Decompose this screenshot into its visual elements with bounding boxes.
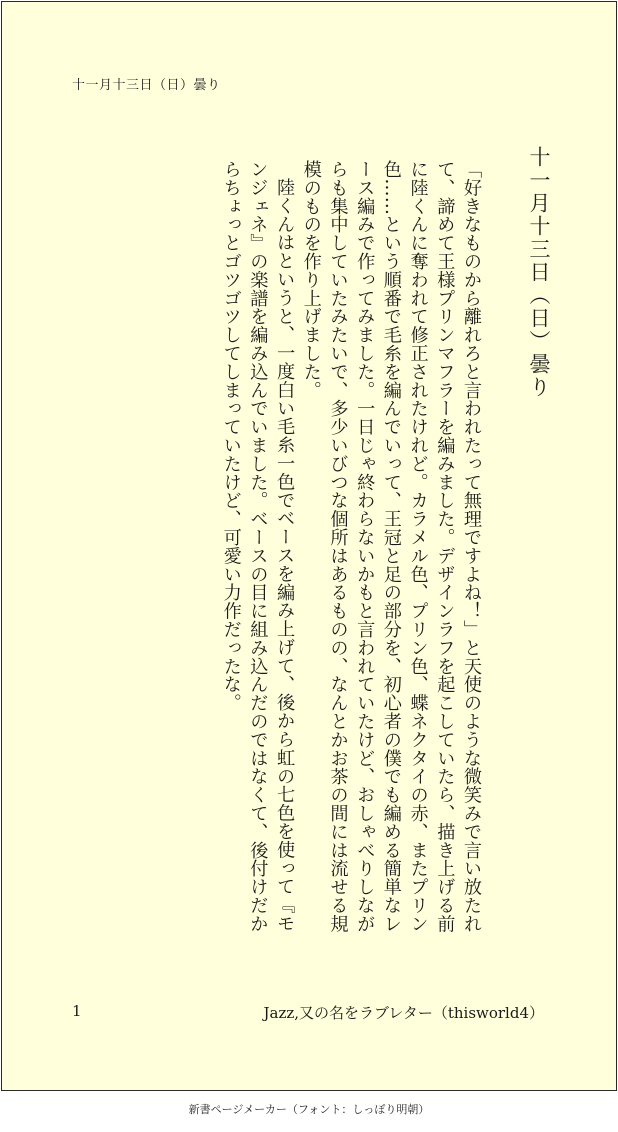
page-number: 1: [72, 1002, 82, 1020]
paragraph: 陸くんはというと、一度白い毛糸一色でベースを編み上げて、後から虹の七色を使って『モンジェネ』の楽譜を編み込んでいました。ベースの目に組み込んだのではなくて、後付けだからちょっとゴツゴツしてしまっていたけど、可愛い力作だったな。: [220, 160, 296, 933]
body-text: [64, 160, 484, 950]
chapter-title: 十一月十三日（日）曇り: [527, 146, 551, 399]
paragraph: 「好きなものから離れろと言われたって無理ですよね！」と天使のような微笑みで言い放たれて、諦めて王様プリンマフラーを編みました。デザインラフを起こしていたら、描き上げる前に陸くんに奪われて修正されたけれど。カラメル色、プリン色、蝶ネクタイの赤、またプリン色……という順番で毛糸を編んでいって、王冠と足の部分を、初心者の僕でも編める簡単なレース編みで作ってみました。一日じゃ終わらないかもと言われていたけど、おしゃべりしながらも集中していたみたいで、多少いびつな個所はあるものの、なんとかお茶の間には流せる規模のものを作り上げました。: [300, 160, 482, 933]
generator-caption: 新書ページメーカー（フォント：しっぽり明朝）: [188, 1103, 430, 1116]
book-title: Jazz,又の名をラブレター（thisworld4）: [263, 1004, 544, 1022]
book-page: [1, 1, 617, 1091]
running-head: 十一月十三日（日）曇り: [72, 78, 221, 93]
